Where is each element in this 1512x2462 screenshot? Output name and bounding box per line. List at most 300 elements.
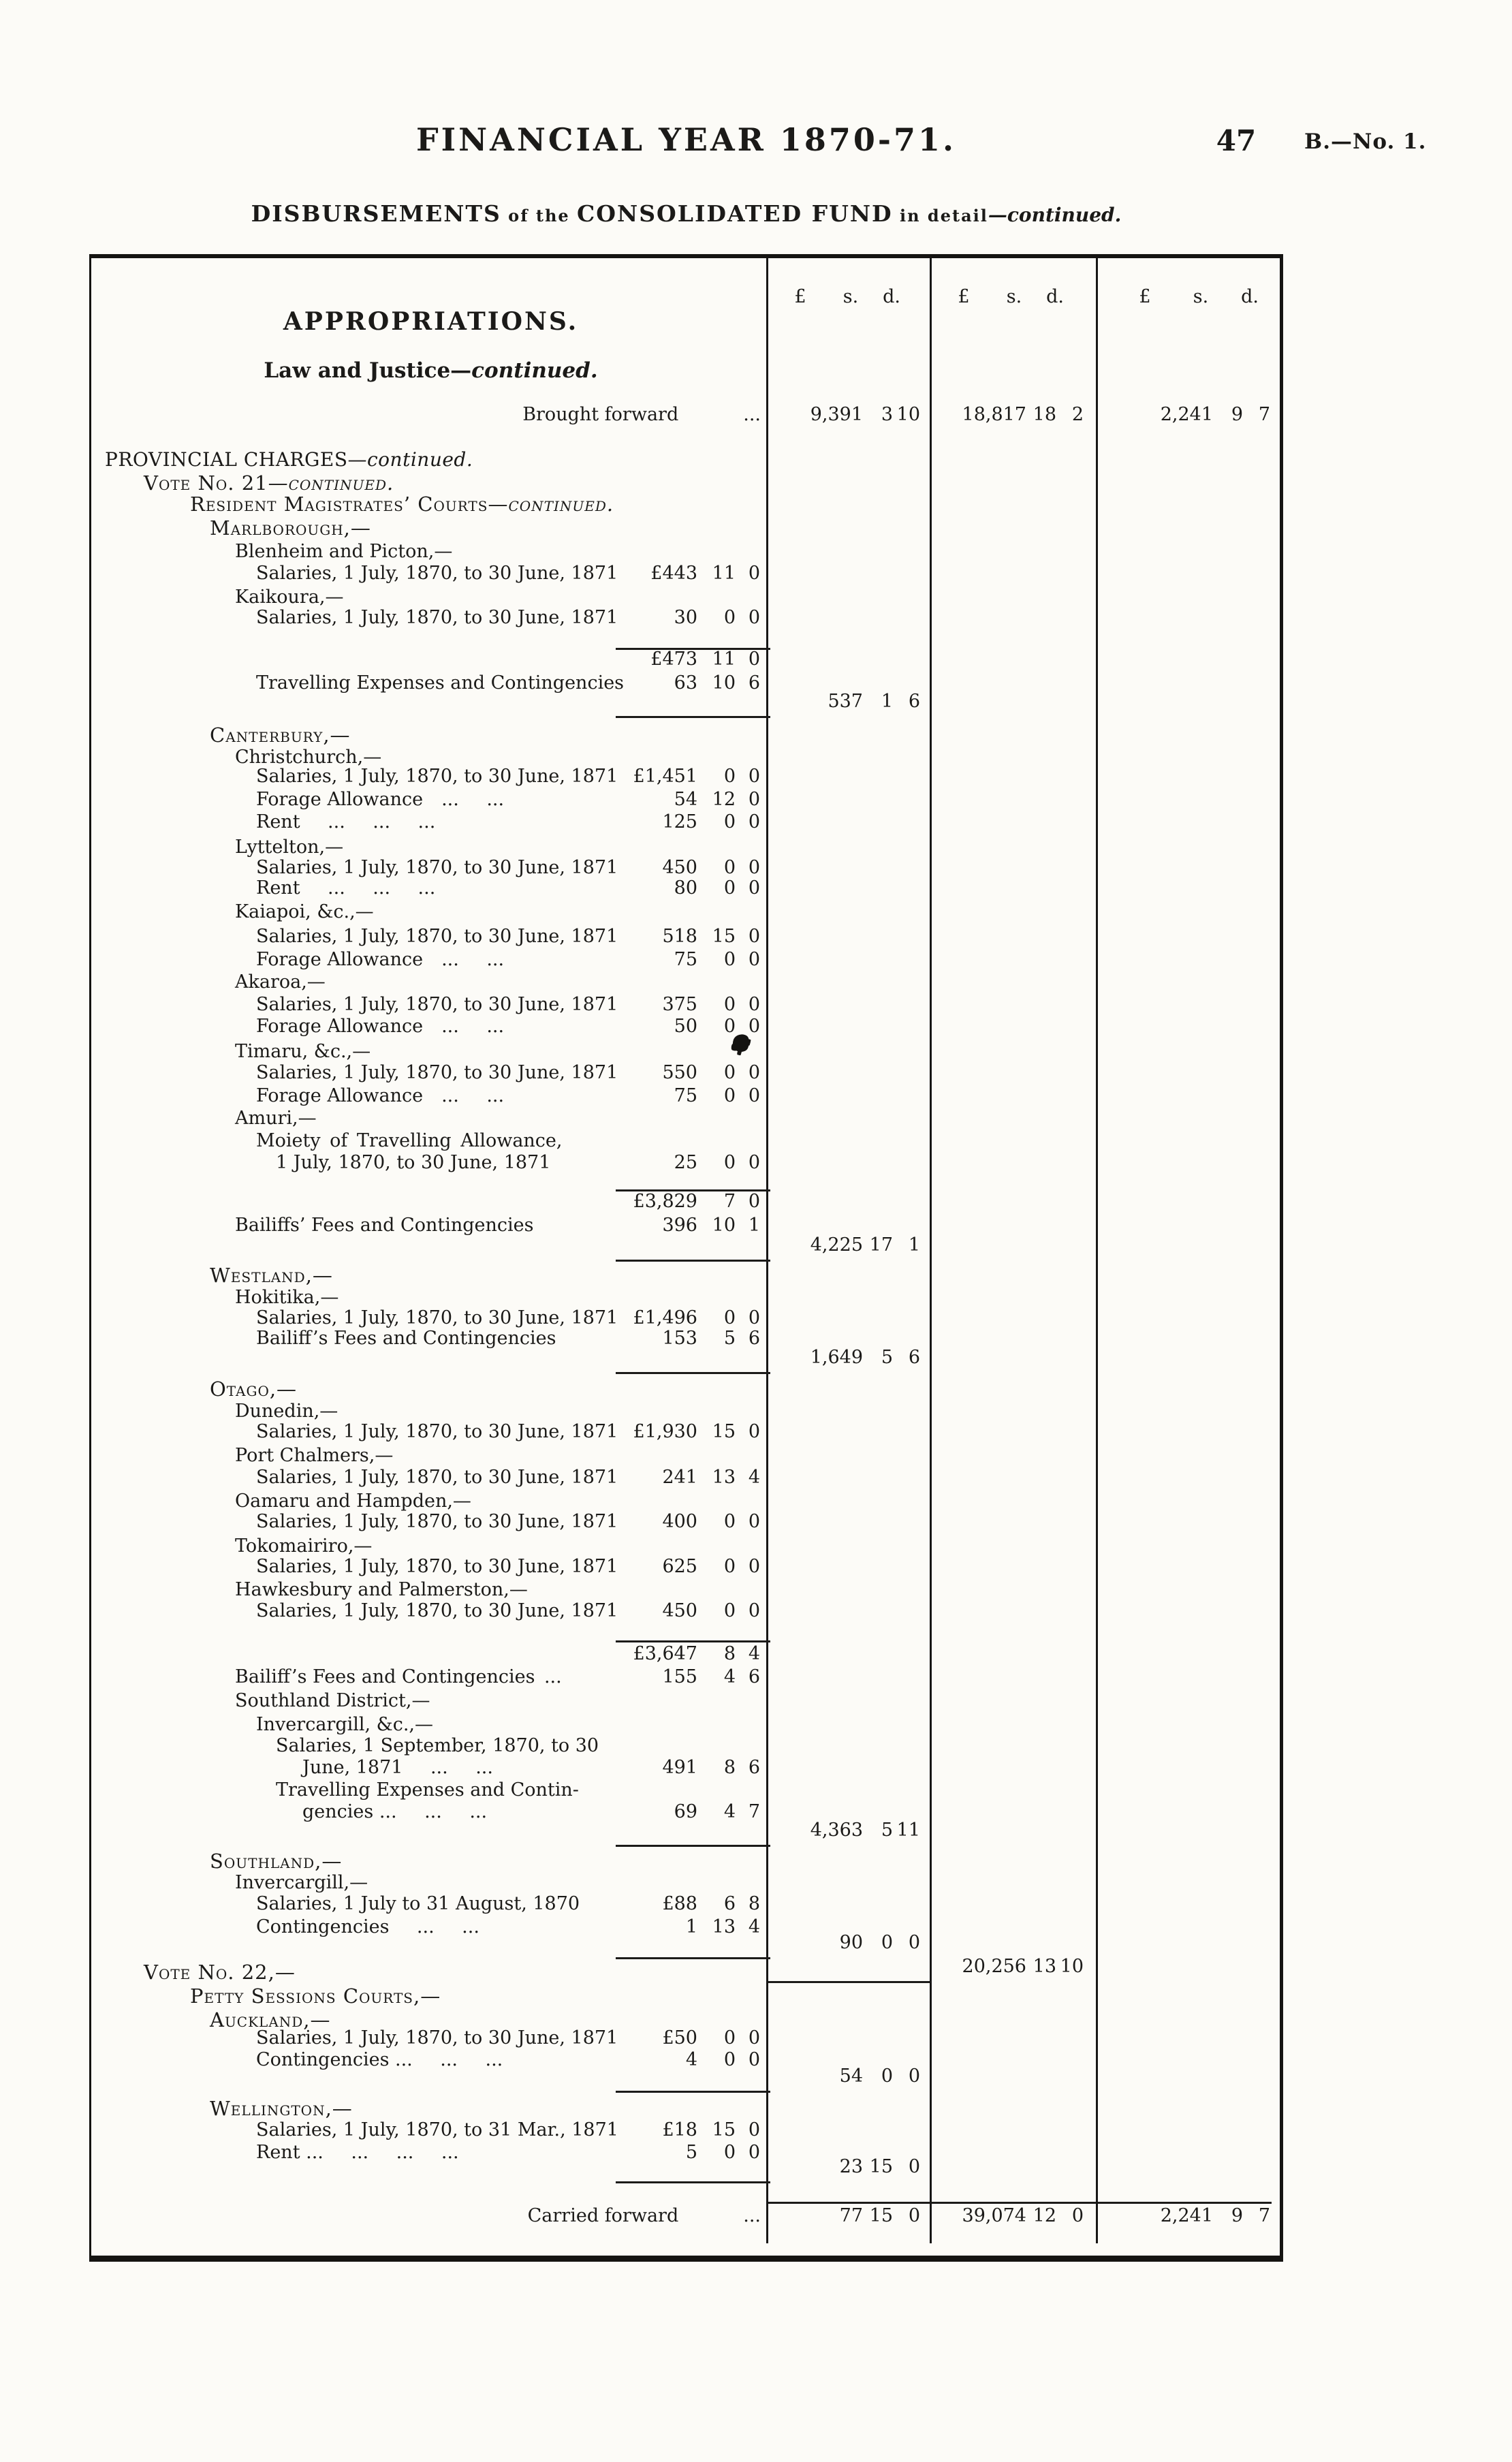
amount-shillings: 1 bbox=[881, 691, 893, 712]
subtitle-in-detail: in detail bbox=[892, 206, 988, 225]
amount-shillings: 0 bbox=[723, 1016, 736, 1037]
rule-row bbox=[91, 1356, 1280, 1380]
amount-pounds: 518 bbox=[662, 926, 697, 947]
amount-shillings: 9 bbox=[1231, 404, 1243, 425]
ledger-row bbox=[91, 1600, 1280, 1624]
row-label: Moiety of Travelling Allowance, bbox=[256, 1130, 563, 1151]
ledger-row bbox=[91, 1466, 1280, 1491]
row-label: Forage Allowance ... ... bbox=[256, 1085, 505, 1106]
row-label: Salaries, 1 July to 31 August, 1870 bbox=[256, 1893, 580, 1914]
page-number: 47 bbox=[1216, 124, 1257, 157]
amount-shillings: 10 bbox=[712, 672, 736, 694]
amount-pence: 2 bbox=[1071, 404, 1084, 425]
amount-shillings: 0 bbox=[723, 1600, 736, 1621]
sum-rule-detail bbox=[616, 716, 770, 718]
leader-dots: ... bbox=[743, 2205, 761, 2226]
section-title bbox=[91, 307, 1280, 336]
row-label: Rent ... ... ... bbox=[256, 811, 436, 832]
amount-pounds: 450 bbox=[662, 857, 697, 878]
detail-amount bbox=[91, 877, 770, 900]
amount-shillings: 11 bbox=[712, 649, 736, 670]
ledger-row bbox=[91, 516, 1280, 541]
row-label: Contingencies ... ... bbox=[256, 1916, 479, 1937]
row-label: Blenheim and Picton,— bbox=[235, 541, 453, 562]
row-label: Salaries, 1 July, 1870, to 30 June, 1871 bbox=[256, 1421, 618, 1442]
row-label: Salaries, 1 July, 1870, to 30 June, 1871 bbox=[256, 1511, 618, 1532]
subtitle-of-the: of the bbox=[501, 206, 578, 225]
ledger-row bbox=[91, 1734, 1280, 1759]
detail-amount bbox=[91, 948, 770, 971]
detail-amount bbox=[91, 811, 770, 834]
amount-pence: 0 bbox=[748, 1085, 760, 1106]
ledger-row bbox=[91, 948, 1280, 973]
amount-pounds: 90 bbox=[839, 1932, 863, 1953]
ledger-row bbox=[91, 1984, 1280, 2009]
amount-shillings: 0 bbox=[723, 857, 736, 878]
row-label: Travelling Expenses and Contingencies bbox=[256, 672, 625, 694]
amount-shillings: 7 bbox=[723, 1191, 736, 1212]
amount-pence: 7 bbox=[748, 1801, 760, 1822]
amount-pence: 0 bbox=[748, 766, 760, 787]
amount-pounds: 75 bbox=[674, 949, 697, 970]
amount-pounds: £88 bbox=[662, 1893, 697, 1914]
amount-pence: 0 bbox=[748, 926, 760, 947]
row-label: Forage Allowance ... ... bbox=[256, 1016, 505, 1037]
ledger-row bbox=[91, 648, 1280, 672]
row-label: Carried forward ... bbox=[527, 2205, 761, 2226]
row-label: Southland District,— bbox=[235, 1690, 430, 1711]
ledger-row bbox=[91, 1061, 1280, 1086]
ledger-row bbox=[91, 877, 1280, 901]
row-label: Salaries, 1 July, 1870, to 30 June, 1871 bbox=[256, 1307, 618, 1328]
row-label: Bailiff’s Fees and Contingencies bbox=[256, 1328, 556, 1349]
amount-pence: 0 bbox=[748, 789, 760, 810]
rule-row bbox=[91, 2074, 1280, 2099]
amount-shillings: 9 bbox=[1231, 2205, 1243, 2226]
row-label: Salaries, 1 July, 1870, to 30 June, 1871 bbox=[256, 1062, 618, 1083]
pence-label: d. bbox=[1046, 286, 1064, 307]
ledger-row bbox=[91, 1015, 1280, 1040]
amount-pounds: 39,074 bbox=[962, 2205, 1026, 2226]
amount-pence: 11 bbox=[896, 1820, 920, 1841]
ledger-row bbox=[91, 1107, 1280, 1132]
amount-pence: 6 bbox=[908, 691, 920, 712]
row-label: Law and Justice—continued. bbox=[264, 358, 598, 383]
amount-shillings: 15 bbox=[712, 2119, 736, 2140]
ledger-row bbox=[91, 765, 1280, 790]
amount-pounds: 77 bbox=[839, 2205, 863, 2226]
row-label: Southland,— bbox=[210, 1850, 343, 1873]
amount-pence: 7 bbox=[1258, 404, 1270, 425]
detail-amount bbox=[91, 765, 770, 788]
row-label: Oamaru and Hampden,— bbox=[235, 1491, 471, 1512]
sum-rule-col3 bbox=[1098, 2202, 1272, 2204]
rule-row bbox=[91, 700, 1280, 724]
detail-amount bbox=[91, 1756, 770, 1779]
amount-pounds: 491 bbox=[662, 1757, 697, 1778]
amount-pounds: 537 bbox=[828, 691, 863, 712]
ledger-row bbox=[91, 1190, 1280, 1215]
ledger-row bbox=[91, 993, 1280, 1018]
amount-shillings: 0 bbox=[723, 2142, 736, 2163]
detail-amount bbox=[91, 2119, 770, 2142]
amount-pence: 6 bbox=[748, 1666, 760, 1687]
amount-shillings: 0 bbox=[723, 949, 736, 970]
amount-pence: 0 bbox=[748, 811, 760, 832]
detail-amount bbox=[91, 1555, 770, 1578]
row-label: Hokitika,— bbox=[235, 1287, 339, 1308]
leader-dots: ... bbox=[743, 404, 761, 425]
detail-amount bbox=[91, 1892, 770, 1916]
amount-pounds: 1 bbox=[685, 1916, 697, 1937]
row-label: PROVINCIAL CHARGES—continued. bbox=[105, 448, 473, 471]
amount-shillings: 4 bbox=[723, 1666, 736, 1687]
amount-pence: 6 bbox=[748, 1757, 760, 1778]
pence-label: d. bbox=[883, 286, 900, 307]
ledger-row bbox=[91, 925, 1280, 950]
row-label: Rent ... ... ... bbox=[256, 877, 436, 899]
amount-pounds: 4,363 bbox=[810, 1820, 863, 1841]
row-label: Hawkesbury and Palmerston,— bbox=[235, 1579, 528, 1600]
amount-pence: 0 bbox=[748, 1511, 760, 1532]
amount-pence: 7 bbox=[1258, 2205, 1270, 2226]
amount-shillings: 6 bbox=[723, 1893, 736, 1914]
detail-amount bbox=[91, 1085, 770, 1108]
ledger-rows bbox=[91, 258, 1280, 2256]
detail-amount bbox=[91, 1151, 770, 1174]
row-label: Invercargill,— bbox=[235, 1872, 368, 1893]
amount-pence: 0 bbox=[748, 1556, 760, 1577]
row-label: Forage Allowance ... ... bbox=[256, 949, 505, 970]
amount-shillings: 0 bbox=[723, 1152, 736, 1173]
amount-pounds: 54 bbox=[839, 2066, 863, 2087]
ledger-row bbox=[91, 2027, 1280, 2051]
amount-shillings: 13 bbox=[1033, 1956, 1056, 1977]
amount-shillings: 0 bbox=[881, 2066, 893, 2087]
amount-pence: 0 bbox=[748, 563, 760, 584]
amount-shillings: 15 bbox=[869, 2205, 893, 2226]
amount-pounds: 625 bbox=[662, 1556, 697, 1577]
amount-shillings: 11 bbox=[712, 563, 736, 584]
appropriations-table bbox=[89, 254, 1283, 2262]
amount-pounds: 400 bbox=[662, 1511, 697, 1532]
amount-shillings: 15 bbox=[869, 2156, 893, 2177]
amount-shillings: 15 bbox=[712, 1421, 736, 1442]
row-label: gencies ... ... ... bbox=[302, 1801, 488, 1822]
amount-pence: 0 bbox=[908, 2156, 920, 2177]
row-label: Kaikoura,— bbox=[235, 587, 344, 608]
detail-amount bbox=[91, 1666, 770, 1689]
amount-pounds: 5 bbox=[685, 2142, 697, 2163]
document-subtitle bbox=[89, 200, 1283, 227]
row-label: Canterbury,— bbox=[210, 723, 351, 747]
ledger-row bbox=[91, 1779, 1280, 1803]
row-label: Otago,— bbox=[210, 1377, 298, 1401]
row-label: Salaries, 1 July, 1870, to 30 June, 1871 bbox=[256, 563, 618, 584]
amount-shillings: 0 bbox=[881, 1932, 893, 1953]
amount-pence: 0 bbox=[748, 2142, 760, 2163]
page-title: FINANCIAL YEAR 1870-71. bbox=[415, 121, 957, 158]
detail-amount bbox=[91, 562, 770, 585]
ledger-row bbox=[91, 1085, 1280, 1109]
amount-pounds: 550 bbox=[662, 1062, 697, 1083]
ledger-row bbox=[91, 540, 1280, 565]
amount-pounds: £1,496 bbox=[633, 1307, 697, 1328]
amount-pounds: 125 bbox=[662, 811, 697, 832]
row-label: Port Chalmers,— bbox=[235, 1445, 394, 1466]
ledger-row bbox=[91, 1510, 1280, 1535]
amount-pounds: £1,930 bbox=[633, 1421, 697, 1442]
row-label: Wellington,— bbox=[210, 2097, 353, 2120]
row-label: Bailiffs’ Fees and Contingencies bbox=[235, 1215, 534, 1236]
column1-amount bbox=[766, 403, 930, 426]
amount-pounds: 4 bbox=[685, 2049, 697, 2070]
ledger-row bbox=[91, 1264, 1280, 1288]
row-label: Travelling Expenses and Contin- bbox=[276, 1779, 579, 1801]
ledger-row bbox=[91, 971, 1280, 995]
amount-pounds: £18 bbox=[662, 2119, 697, 2140]
amount-pounds: 50 bbox=[674, 1016, 697, 1037]
amount-pence: 4 bbox=[748, 1916, 760, 1937]
ledger-row bbox=[91, 1444, 1280, 1469]
amount-pounds: 18,817 bbox=[962, 404, 1026, 425]
row-brought-forward bbox=[91, 403, 1280, 428]
row-label: Vote No. 22,— bbox=[144, 1961, 296, 1984]
amount-pence: 0 bbox=[748, 994, 760, 1015]
amount-shillings: 0 bbox=[723, 1062, 736, 1083]
amount-pounds: 54 bbox=[674, 789, 697, 810]
amount-shillings: 8 bbox=[723, 1757, 736, 1778]
amount-pence: 0 bbox=[748, 877, 760, 899]
amount-shillings: 15 bbox=[712, 926, 736, 947]
sum-rule-col2 bbox=[932, 2202, 1096, 2204]
amount-pence: 10 bbox=[896, 404, 920, 425]
amount-shillings: 12 bbox=[1033, 2205, 1056, 2226]
amount-pounds: £3,829 bbox=[633, 1191, 697, 1212]
ledger-row bbox=[91, 723, 1280, 748]
ledger-row bbox=[91, 1961, 1280, 1985]
sum-rule-detail bbox=[616, 1260, 770, 1262]
amount-pence: 6 bbox=[748, 1328, 760, 1349]
amount-pence: 0 bbox=[748, 1191, 760, 1212]
amount-shillings: 5 bbox=[881, 1820, 893, 1841]
row-label: Salaries, 1 July, 1870, to 31 Mar., 1871 bbox=[256, 2119, 618, 2140]
ledger-row bbox=[91, 562, 1280, 587]
detail-amount bbox=[91, 2027, 770, 2050]
detail-amount bbox=[91, 1642, 770, 1666]
pence-label: d. bbox=[1241, 286, 1259, 307]
row-label: Tokomairiro,— bbox=[235, 1536, 373, 1557]
amount-pence: 0 bbox=[908, 1932, 920, 1953]
amount-pence: 0 bbox=[748, 2027, 760, 2048]
amount-shillings: 5 bbox=[881, 1347, 893, 1368]
amount-pence: 10 bbox=[1060, 1956, 1084, 1977]
ledger-row bbox=[91, 1377, 1280, 1402]
ledger-row bbox=[91, 1689, 1280, 1714]
amount-pence: 0 bbox=[908, 2066, 920, 2087]
amount-pounds: 153 bbox=[662, 1328, 697, 1349]
row-label: Brought forward ... bbox=[522, 404, 761, 425]
amount-pence: 0 bbox=[748, 1016, 760, 1037]
row-carried-forward bbox=[91, 2204, 1280, 2229]
amount-pounds: 155 bbox=[662, 1666, 697, 1687]
amount-pence: 4 bbox=[748, 1467, 760, 1488]
row-label: Invercargill, &c.,— bbox=[256, 1714, 433, 1735]
row-label: Forage Allowance ... ... bbox=[256, 789, 505, 810]
detail-amount bbox=[91, 1420, 770, 1444]
detail-amount bbox=[91, 788, 770, 811]
amount-pounds: £473 bbox=[650, 649, 697, 670]
amount-shillings: 10 bbox=[712, 1215, 736, 1236]
detail-amount bbox=[91, 1190, 770, 1213]
amount-pounds: £1,451 bbox=[633, 766, 697, 787]
document-reference: B.—No. 1. bbox=[1304, 129, 1427, 154]
row-label: Petty Sessions Courts,— bbox=[190, 1984, 441, 2008]
column2-amount bbox=[930, 403, 1096, 426]
amount-shillings: 3 bbox=[881, 404, 893, 425]
ledger-row bbox=[91, 606, 1280, 631]
amount-shillings: 17 bbox=[869, 1234, 893, 1256]
pound-symbol: £ bbox=[1139, 286, 1151, 307]
amount-shillings: 0 bbox=[723, 994, 736, 1015]
row-label: Salaries, 1 July, 1870, to 30 June, 1871 bbox=[256, 607, 618, 628]
amount-pounds: 375 bbox=[662, 994, 697, 1015]
column3-amount bbox=[1096, 403, 1285, 426]
amount-pence: 0 bbox=[748, 857, 760, 878]
row-label: Resident Magistrates’ Courts—continued. bbox=[190, 493, 614, 516]
row-label: Salaries, 1 July, 1870, to 30 June, 1871 bbox=[256, 1600, 618, 1621]
amount-pounds: 4,225 bbox=[810, 1234, 863, 1256]
amount-pounds: 25 bbox=[674, 1152, 697, 1173]
row-label: Bailiff’s Fees and Contingencies ... bbox=[235, 1666, 562, 1687]
amount-pounds: £443 bbox=[650, 563, 697, 584]
row-label: Salaries, 1 July, 1870, to 30 June, 1871 bbox=[256, 766, 618, 787]
detail-amount bbox=[91, 1466, 770, 1489]
row-label: Contingencies ... ... ... bbox=[256, 2049, 503, 2070]
column2-amount bbox=[930, 2204, 1096, 2228]
subtitle-lead: DISBURSEMENTS bbox=[251, 200, 501, 227]
amount-shillings: 18 bbox=[1033, 404, 1056, 425]
row-label: Auckland,— bbox=[210, 2008, 331, 2031]
row-label: Salaries, 1 July, 1870, to 30 June, 1871 bbox=[256, 994, 618, 1015]
amount-pence: 0 bbox=[748, 607, 760, 628]
amount-pence: 1 bbox=[748, 1215, 760, 1236]
amount-pence: 0 bbox=[748, 1062, 760, 1083]
sum-rule-detail bbox=[616, 1845, 770, 1847]
amount-shillings: 13 bbox=[712, 1916, 736, 1937]
amount-pence: 6 bbox=[748, 672, 760, 694]
ledger-row bbox=[91, 788, 1280, 813]
column3-amount bbox=[1096, 2204, 1285, 2228]
pound-symbol: £ bbox=[794, 286, 806, 307]
ledger-row bbox=[91, 1666, 1280, 1690]
row-label: Timaru, &c.,— bbox=[235, 1041, 371, 1062]
detail-amount bbox=[91, 1061, 770, 1085]
amount-shillings: 0 bbox=[723, 607, 736, 628]
amount-pounds: 9,391 bbox=[810, 404, 863, 425]
row-label: Amuri,— bbox=[235, 1108, 317, 1129]
subtitle-main: CONSOLIDATED FUND bbox=[577, 200, 893, 227]
sum-rule-detail bbox=[616, 1372, 770, 1374]
row-label: Salaries, 1 July, 1870, to 30 June, 1871 bbox=[256, 2027, 618, 2048]
amount-shillings: 0 bbox=[723, 766, 736, 787]
row-label: Salaries, 1 September, 1870, to 30 bbox=[276, 1735, 599, 1756]
ledger-row bbox=[91, 448, 1280, 473]
sum-rule-col1 bbox=[768, 2202, 930, 2204]
amount-shillings: 0 bbox=[723, 877, 736, 899]
amount-pounds: 2,241 bbox=[1160, 2205, 1213, 2226]
row-label: 1 July, 1870, to 30 June, 1871 bbox=[276, 1152, 551, 1173]
amount-pence: 0 bbox=[748, 1152, 760, 1173]
detail-amount bbox=[91, 648, 770, 671]
amount-pounds: 63 bbox=[674, 672, 697, 694]
amount-shillings: 0 bbox=[723, 2027, 736, 2048]
ledger-row bbox=[91, 1151, 1280, 1176]
ledger-row bbox=[91, 1756, 1280, 1781]
row-label: Westland,— bbox=[210, 1264, 333, 1287]
amount-shillings: 12 bbox=[712, 789, 736, 810]
amount-pounds: 30 bbox=[674, 607, 697, 628]
amount-pence: 0 bbox=[748, 2049, 760, 2070]
shillings-label: s. bbox=[1006, 286, 1022, 307]
row-label: Salaries, 1 July, 1870, to 30 June, 1871 bbox=[256, 1556, 618, 1577]
ledger-row bbox=[91, 1642, 1280, 1667]
amount-pence: 1 bbox=[908, 1234, 920, 1256]
amount-pounds: 241 bbox=[662, 1467, 697, 1488]
row-label: Vote No. 21—continued. bbox=[144, 471, 394, 495]
amount-pounds: 450 bbox=[662, 1600, 697, 1621]
amount-shillings: 4 bbox=[723, 1801, 736, 1822]
amount-pounds: 69 bbox=[674, 1801, 697, 1822]
ledger-row bbox=[91, 1129, 1280, 1154]
detail-amount bbox=[91, 1307, 770, 1330]
amount-pounds: 20,256 bbox=[962, 1956, 1026, 1977]
amount-pence: 0 bbox=[748, 1307, 760, 1328]
amount-shillings: 0 bbox=[723, 1511, 736, 1532]
row-label: Kaiapoi, &c.,— bbox=[235, 901, 374, 922]
ledger-row bbox=[91, 2119, 1280, 2143]
row-label: Salaries, 1 July, 1870, to 30 June, 1871 bbox=[256, 857, 618, 878]
sum-rule-detail bbox=[616, 2091, 770, 2093]
row-label: Christchurch,— bbox=[235, 747, 382, 768]
row-label: Dunedin,— bbox=[235, 1401, 338, 1422]
ledger-row bbox=[91, 901, 1280, 925]
shillings-label: s. bbox=[842, 286, 859, 307]
detail-amount bbox=[91, 1510, 770, 1533]
row-label: Salaries, 1 July, 1870, to 30 June, 1871 bbox=[256, 1467, 618, 1488]
sum-rule-detail bbox=[616, 2181, 770, 2183]
amount-pounds: £3,647 bbox=[633, 1643, 697, 1664]
shillings-label: s. bbox=[1193, 286, 1209, 307]
ledger-row bbox=[91, 811, 1280, 835]
amount-shillings: 13 bbox=[712, 1467, 736, 1488]
row-label: June, 1871 ... ... bbox=[302, 1757, 493, 1778]
amount-shillings: 0 bbox=[723, 2049, 736, 2070]
detail-amount bbox=[91, 925, 770, 948]
amount-pence: 0 bbox=[748, 949, 760, 970]
amount-pounds: 75 bbox=[674, 1085, 697, 1106]
amount-pence: 0 bbox=[748, 649, 760, 670]
amount-pence: 0 bbox=[748, 1421, 760, 1442]
amount-pence: 0 bbox=[748, 2119, 760, 2140]
amount-shillings: 5 bbox=[723, 1328, 736, 1349]
amount-pence: 0 bbox=[748, 1600, 760, 1621]
amount-pence: 8 bbox=[748, 1893, 760, 1914]
amount-shillings: 0 bbox=[723, 811, 736, 832]
detail-amount bbox=[91, 606, 770, 629]
row-label: Lyttelton,— bbox=[235, 837, 344, 858]
amount-pounds: 2,241 bbox=[1160, 404, 1213, 425]
